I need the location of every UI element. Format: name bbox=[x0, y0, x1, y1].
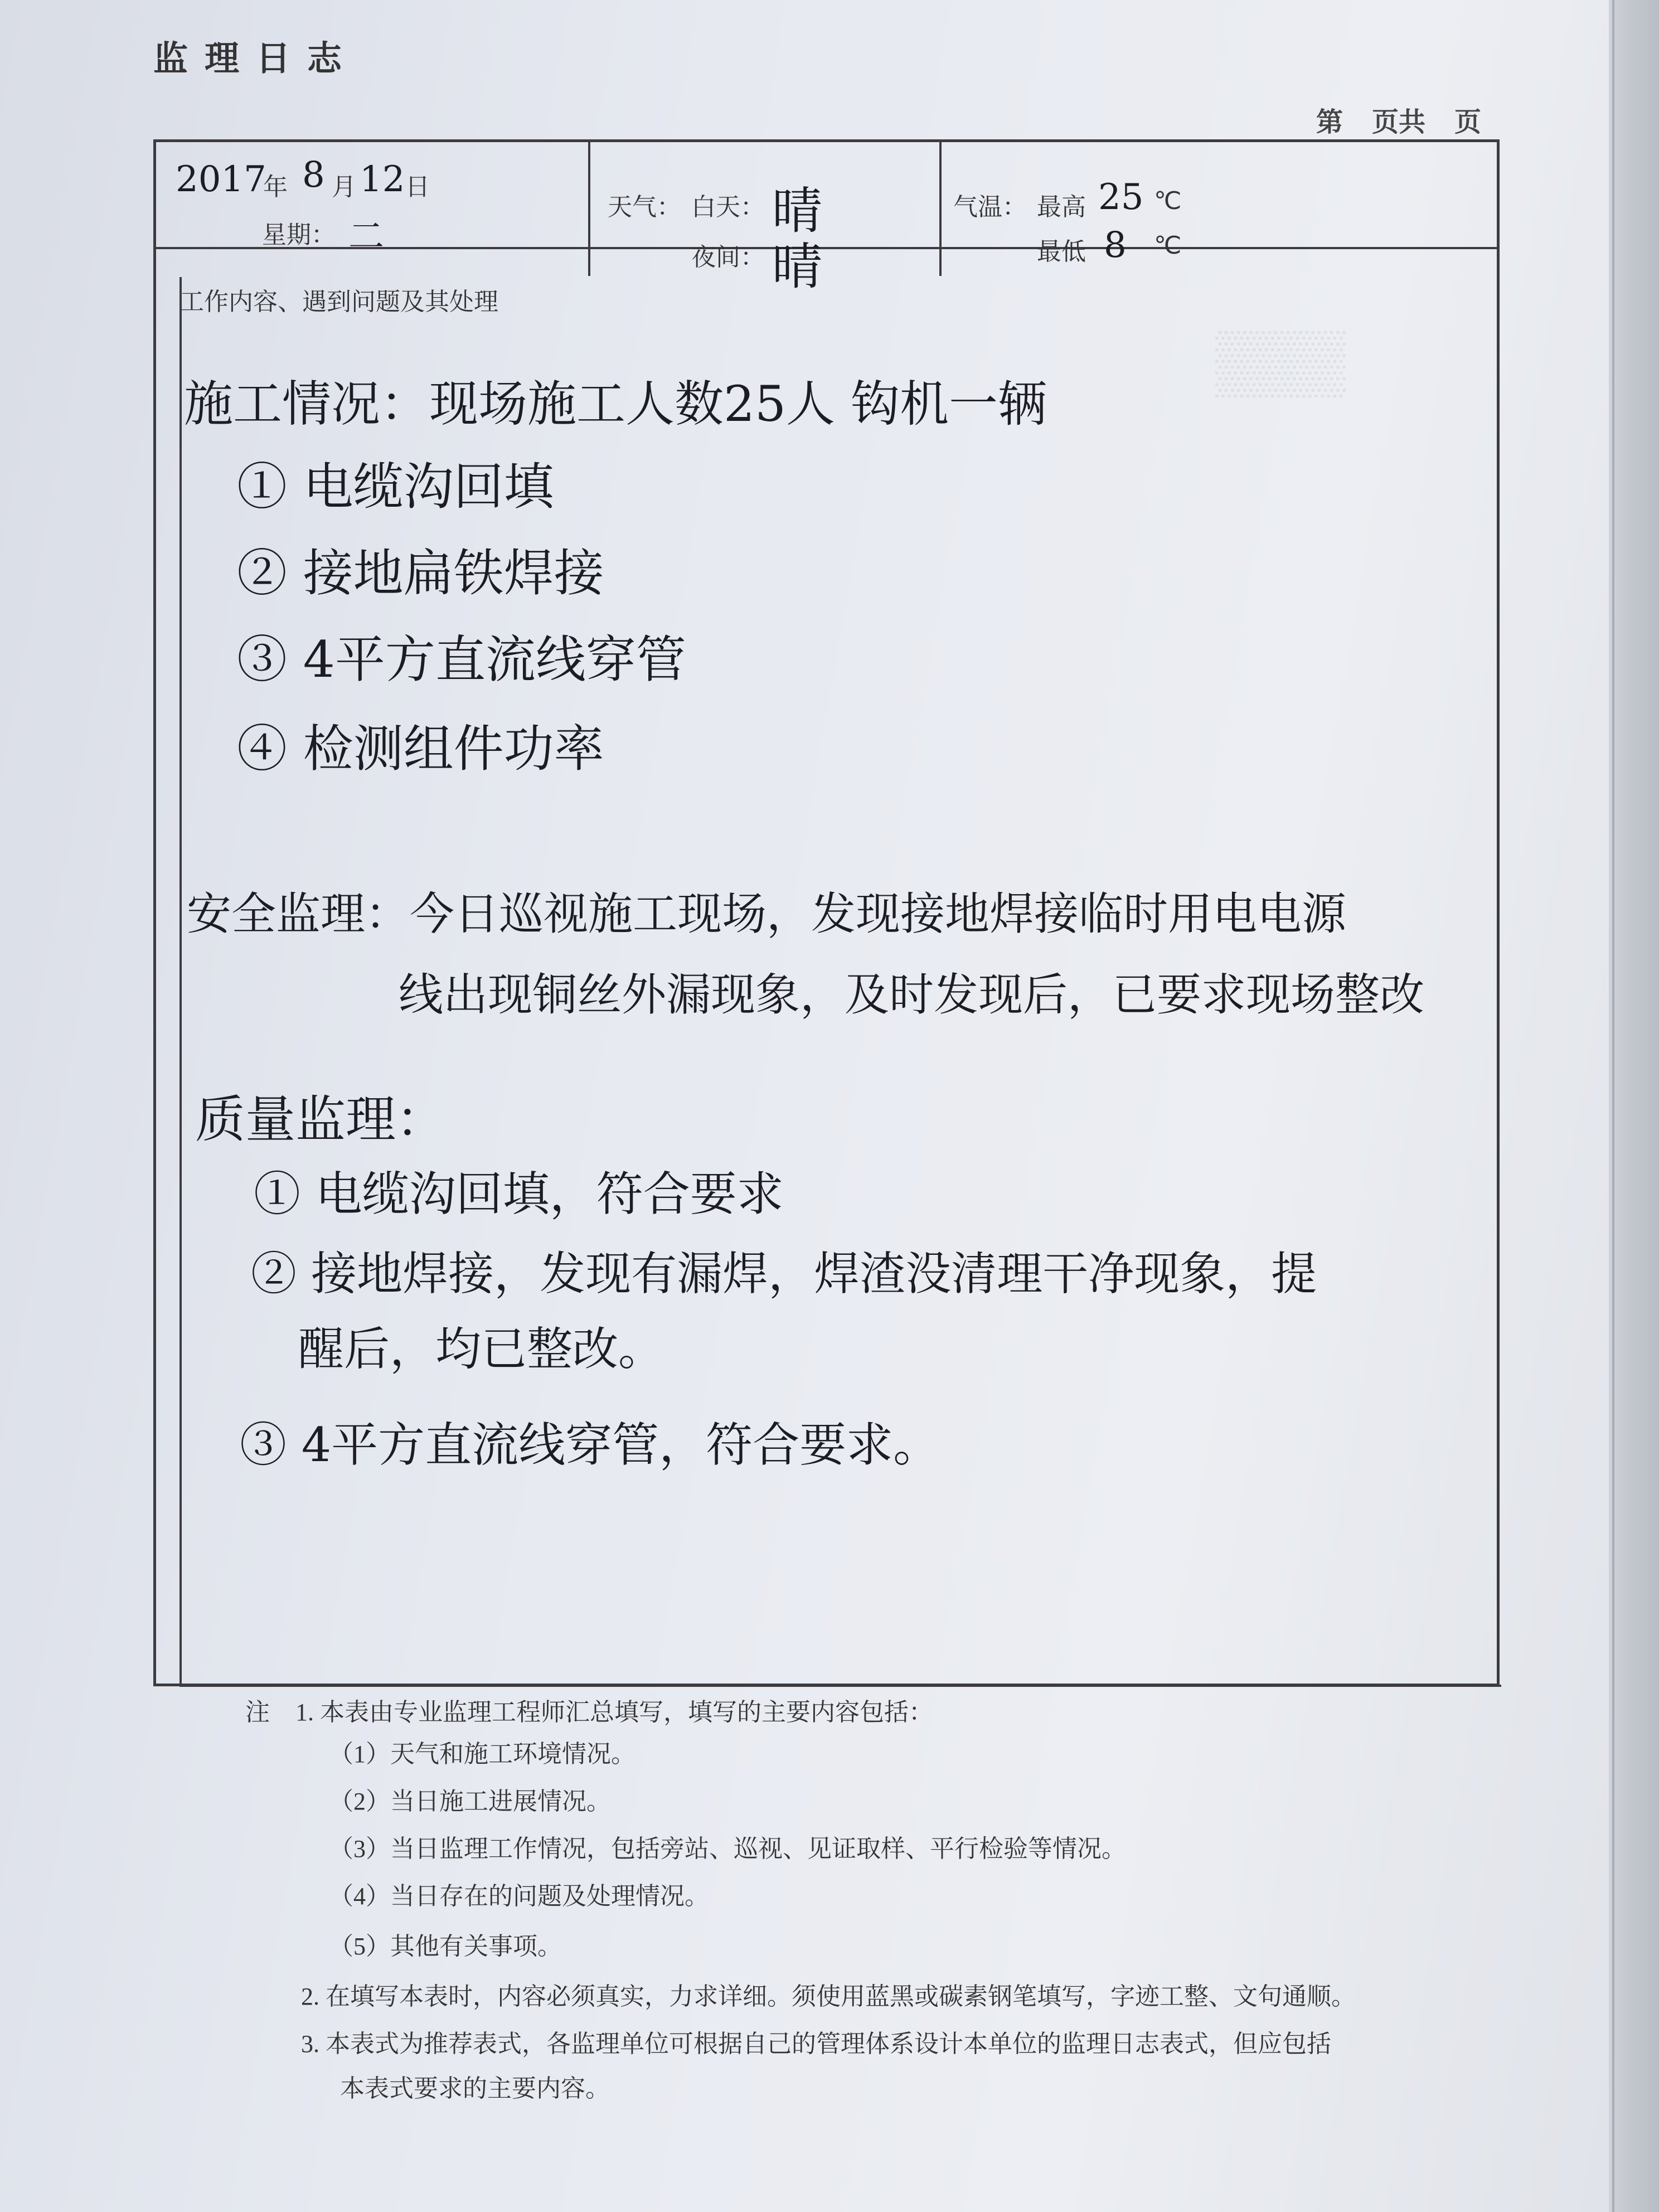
date-day: 12 bbox=[360, 159, 405, 200]
weather-day-value: 晴 bbox=[772, 182, 822, 240]
temperature-high-label: 最高 bbox=[1037, 193, 1086, 221]
weather-night-label: 夜间： bbox=[691, 244, 765, 271]
weather-night-value: 晴 bbox=[772, 237, 822, 296]
temperature-label: 气温： bbox=[953, 193, 1027, 221]
weekday-label: 星期： bbox=[262, 221, 336, 249]
date-month: 8 bbox=[302, 154, 325, 196]
weather-day-label: 白天： bbox=[691, 193, 765, 221]
quality-heading: 质量监理： bbox=[195, 1090, 446, 1149]
date-day-label: 日 bbox=[405, 173, 430, 201]
construction-item-2: ② 接地扁铁焊接 bbox=[237, 544, 604, 603]
construction-item-4: ④ 检测组件功率 bbox=[237, 720, 604, 778]
quality-item-1: ① 电缆沟回填，符合要求 bbox=[254, 1167, 784, 1221]
date-year-label: 年 bbox=[263, 173, 288, 201]
weather-label: 天气： bbox=[608, 193, 681, 221]
notes-prefix: 注 bbox=[245, 1699, 270, 1726]
notes-sub-5: （5）其他有关事项。 bbox=[329, 1933, 562, 1960]
book-spine-line bbox=[1612, 0, 1614, 2212]
temperature-low-unit: ℃ bbox=[1154, 232, 1182, 259]
date-year: 2017 bbox=[176, 159, 266, 200]
notes-item-2: 2. 在填写本表时，内容必须真实，力求详细。须使用蓝黑或碳素钢笔填写，字迹工整、文句通顺。 bbox=[301, 1983, 1356, 2010]
quality-item-3: ③ 4平方直流线穿管，符合要求。 bbox=[240, 1418, 940, 1472]
temperature-high-unit: ℃ bbox=[1154, 187, 1182, 215]
book-page-edge bbox=[1609, 0, 1659, 2212]
notes-sub-1: （1）天气和施工环境情况。 bbox=[329, 1740, 636, 1768]
notes-item-1: 1. 本表由专业监理工程师汇总填写，填写的主要内容包括： bbox=[295, 1699, 933, 1726]
date-month-label: 月 bbox=[332, 173, 356, 201]
weekday-value: 二 bbox=[348, 216, 384, 258]
construction-item-3: ③ 4平方直流线穿管 bbox=[237, 630, 686, 689]
temperature-low-label: 最低 bbox=[1037, 238, 1086, 265]
page-number-label: 第 页共 页 bbox=[1316, 108, 1482, 137]
safety-line-2: 线出现铜丝外漏现象，及时发现后，已要求现场整改 bbox=[399, 969, 1424, 1021]
document-title: 监理日志 bbox=[153, 40, 359, 78]
notes-item-3: 3. 本表式为推荐表式，各监理单位可根据自己的管理体系设计本单位的监理日志表式，但应包括 bbox=[301, 2030, 1331, 2058]
notes-sub-4: （4）当日存在的问题及处理情况。 bbox=[329, 1883, 709, 1910]
quality-item-2: ② 接地焊接，发现有漏焊，焊渣没清理干净现象，提 bbox=[251, 1248, 1317, 1301]
quality-item-2-cont: 醒后，均已整改。 bbox=[298, 1323, 664, 1376]
header-divider-2 bbox=[939, 142, 942, 276]
construction-line: 施工情况：现场施工人数25人 钩机一辆 bbox=[184, 375, 1047, 433]
show-through-text: ▒▒▒ bbox=[1215, 327, 1346, 395]
construction-item-1: ① 电缆沟回填 bbox=[237, 458, 554, 516]
log-form bbox=[153, 139, 1500, 1686]
notes-sub-3: （3）当日监理工作情况，包括旁站、巡视、见证取样、平行检验等情况。 bbox=[329, 1835, 1126, 1862]
temperature-low-value: 8 bbox=[1104, 225, 1127, 266]
header-divider-1 bbox=[588, 142, 590, 276]
safety-line-1: 安全监理：今日巡视施工现场，发现接地焊接临时用电电源 bbox=[187, 888, 1346, 940]
content-label: 工作内容、遇到问题及其处理 bbox=[180, 288, 498, 316]
temperature-high-value: 25 bbox=[1098, 177, 1144, 218]
notes-item-3-cont: 本表式要求的主要内容。 bbox=[340, 2075, 610, 2102]
notes-sub-2: （2）当日施工进展情况。 bbox=[329, 1788, 611, 1815]
